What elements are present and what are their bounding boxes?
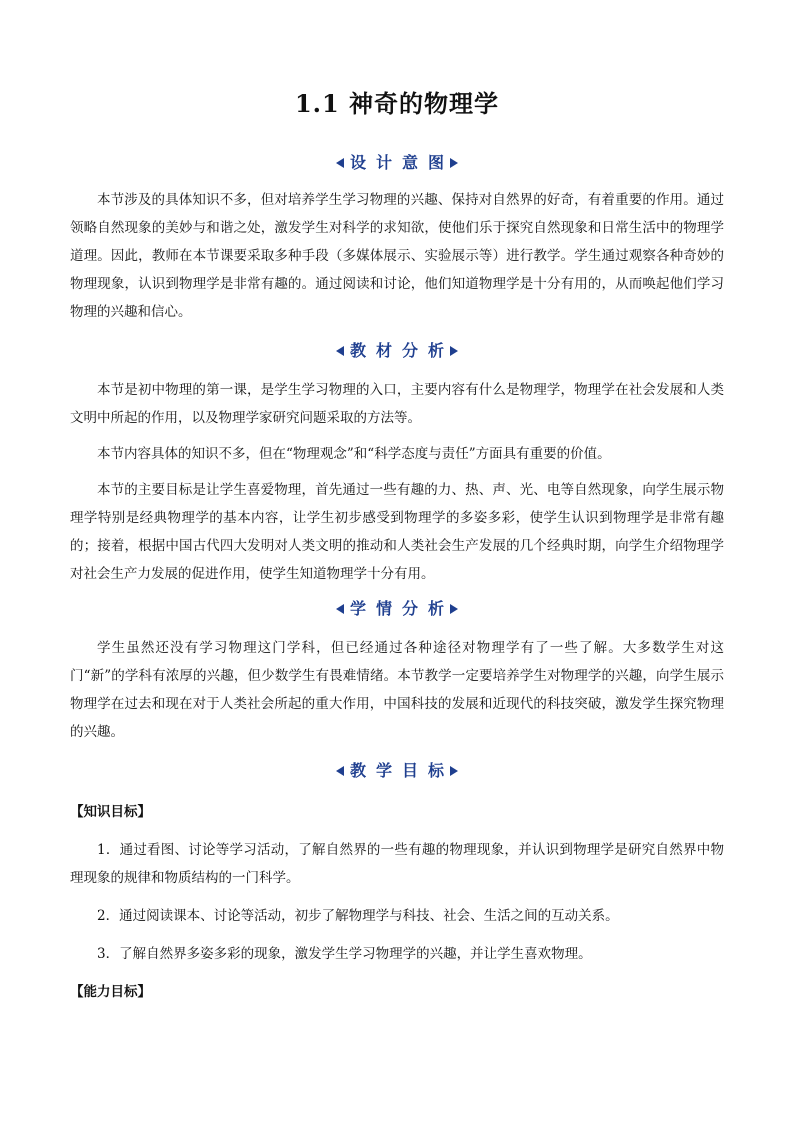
section-heading-label: 教材分析 (349, 340, 454, 360)
triangle-right-icon (450, 604, 458, 614)
triangle-left-icon (336, 604, 344, 614)
ability-goals-label: 【能力目标】 (70, 984, 151, 1000)
knowledge-goal-item: 3．了解自然界多姿多彩的现象，激发学生学习物理学的兴趣，并让学生喜欢物理。 (97, 946, 592, 962)
paragraph-textbook-analysis-3: 本节的主要目标是让学生喜爱物理，首先通过一些有趣的力、热、声、光、电等自然现象，向学生展示物理学特别是经典物理学的基本内容，让学生初步感受到物理学的多姿多彩，使学生认识到物理学是非常有趣的；接着，根据中国古代四大发明对人类文明的推动和人类社会生产发展的几个经典时期，向学生介绍物理学对社会生产力发展的促进作用，使学生知道物理学十分有用。 (70, 482, 724, 582)
paragraph-textbook-analysis-1: 本节是初中物理的第一课，是学生学习物理的入口，主要内容有什么是物理学，物理学在社会发展和人类文明中所起的作用，以及物理学家研究问题采取的方法等。 (70, 382, 724, 426)
section-heading-label: 教学目标 (349, 760, 454, 780)
triangle-right-icon (450, 158, 458, 168)
knowledge-goal-item: 1．通过看图、讨论等学习活动，了解自然界的一些有趣的物理现象，并认识到物理学是研究自然界中物理现象的规律和物质结构的一门科学。 (70, 842, 724, 886)
section-heading-label: 学情分析 (349, 598, 454, 618)
triangle-right-icon (450, 346, 458, 356)
triangle-left-icon (336, 346, 344, 356)
knowledge-goals-label: 【知识目标】 (70, 804, 151, 820)
section-heading-design-intent (70, 150, 724, 175)
paragraph-design-intent: 本节涉及的具体知识不多，但对培养学生学习物理的兴趣、保持对自然界的好奇，有着重要的作用。通过领略自然现象的美妙与和谐之处，激发学生对科学的求知欲，使他们乐于探究自然现象和日常生活中的物理学道理。因此，教师在本节课要采取多种手段（多媒体展示、实验展示等）进行教学。学生通过观察各种奇妙的物理现象，认识到物理学是非常有趣的。通过阅读和讨论，他们知道物理学是十分有用的，从而唤起他们学习物理的兴趣和信心。 (70, 192, 724, 320)
paragraph-textbook-analysis-2: 本节内容具体的知识不多，但在“物理观念”和“科学态度与责任”方面具有重要的价值。 (97, 446, 611, 462)
section-heading-student-analysis (70, 596, 724, 621)
section-heading-teaching-goals (70, 758, 724, 783)
knowledge-goal-item: 2．通过阅读课本、讨论等活动，初步了解物理学与科技、社会、生活之间的互动关系。 (97, 908, 619, 924)
section-heading-label: 设计意图 (349, 152, 454, 172)
triangle-right-icon (450, 766, 458, 776)
paragraph-student-analysis: 学生虽然还没有学习物理这门学科，但已经通过各种途径对物理学有了一些了解。大多数学生对这门“新”的学科有浓厚的兴趣，但少数学生有畏难情绪。本节教学一定要培养学生对物理学的兴趣，向学生展示物理学在过去和现在对于人类社会所起的重大作用，中国科技的发展和近现代的科技突破，激发学生探究物理的兴趣。 (70, 640, 724, 740)
section-heading-textbook-analysis (70, 338, 724, 363)
triangle-left-icon (336, 766, 344, 776)
page-title: 1.1 神奇的物理学 (294, 89, 500, 118)
triangle-left-icon (336, 158, 344, 168)
